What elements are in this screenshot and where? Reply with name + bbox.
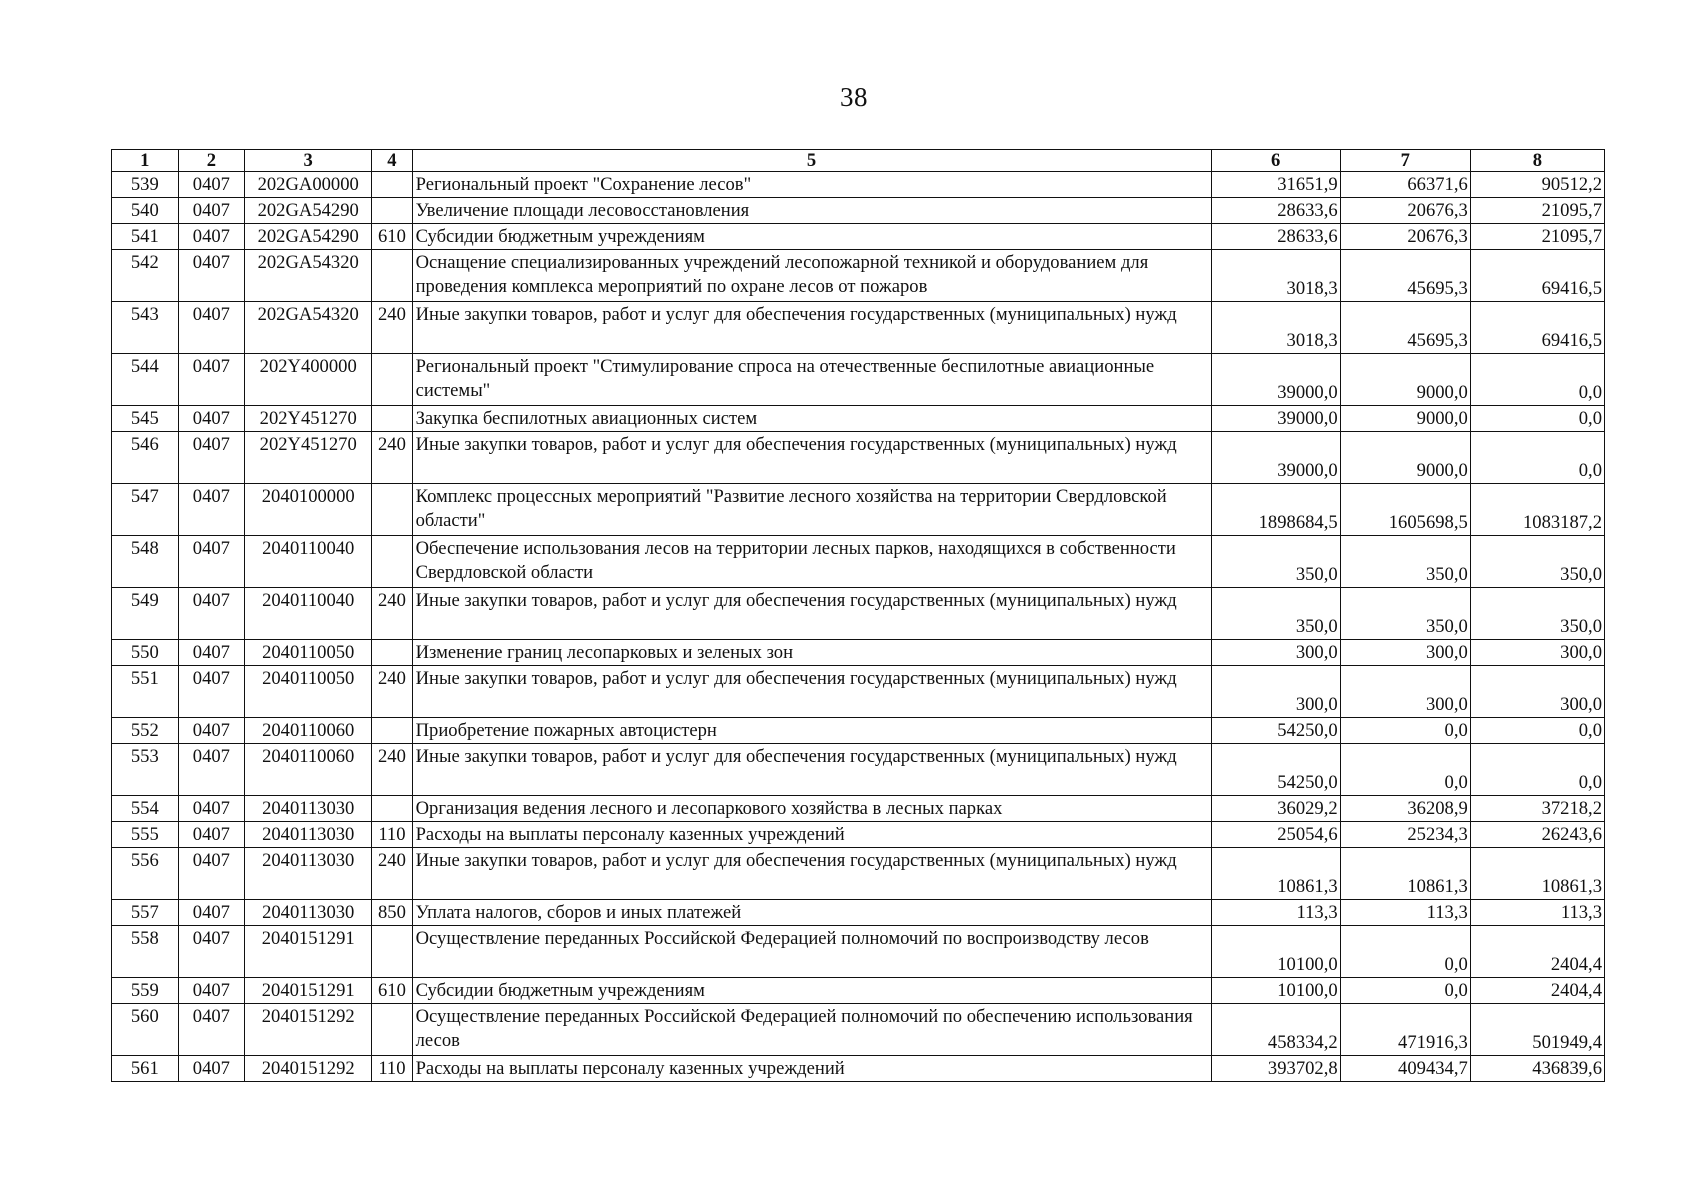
row-number-cell: 549 (112, 588, 179, 640)
target-code-cell: 2040110040 (245, 536, 372, 588)
table-row (112, 1004, 1605, 1056)
section-code-cell: 0407 (178, 848, 245, 900)
item-name-cell: Приобретение пожарных автоцистерн (412, 718, 1211, 744)
row-number-cell: 554 (112, 796, 179, 822)
table-row (112, 406, 1605, 432)
item-name-cell: Субсидии бюджетным учреждениям (412, 978, 1211, 1004)
item-name-cell: Увеличение площади лесовосстановления (412, 198, 1211, 224)
section-code-cell: 0407 (178, 302, 245, 354)
amount-col7-cell: 20676,3 (1340, 224, 1470, 250)
section-code-cell: 0407 (178, 406, 245, 432)
amount-col6-cell: 31651,9 (1211, 172, 1340, 198)
row-number-cell: 557 (112, 900, 179, 926)
amount-col8-cell: 0,0 (1470, 354, 1604, 406)
amount-col8-cell: 501949,4 (1470, 1004, 1604, 1056)
expense-type-cell (372, 250, 412, 302)
amount-col7-cell: 1605698,5 (1340, 484, 1470, 536)
expense-type-cell (372, 354, 412, 406)
section-code-cell: 0407 (178, 1056, 245, 1082)
amount-col6-cell: 36029,2 (1211, 796, 1340, 822)
amount-col6-cell: 54250,0 (1211, 744, 1340, 796)
table-row (112, 978, 1605, 1004)
amount-col8-cell: 69416,5 (1470, 250, 1604, 302)
amount-col6-cell: 300,0 (1211, 640, 1340, 666)
amount-col8-cell: 26243,6 (1470, 822, 1604, 848)
expense-type-cell (372, 640, 412, 666)
item-name-cell: Осуществление переданных Российской Федерацией полномочий по воспроизводству лесов (412, 926, 1211, 978)
amount-col8-cell: 0,0 (1470, 744, 1604, 796)
target-code-cell: 2040113030 (245, 848, 372, 900)
table-row (112, 744, 1605, 796)
section-code-cell: 0407 (178, 666, 245, 718)
item-name-cell: Иные закупки товаров, работ и услуг для обеспечения государственных (муниципальных) нужд (412, 588, 1211, 640)
amount-col6-cell: 300,0 (1211, 666, 1340, 718)
header-cell: 2 (178, 150, 245, 172)
section-code-cell: 0407 (178, 640, 245, 666)
row-number-cell: 560 (112, 1004, 179, 1056)
amount-col7-cell: 36208,9 (1340, 796, 1470, 822)
header-row (112, 150, 1605, 172)
section-code-cell: 0407 (178, 822, 245, 848)
amount-col8-cell: 350,0 (1470, 536, 1604, 588)
row-number-cell: 542 (112, 250, 179, 302)
amount-col7-cell: 0,0 (1340, 978, 1470, 1004)
amount-col7-cell: 66371,6 (1340, 172, 1470, 198)
target-code-cell: 202GA54320 (245, 250, 372, 302)
target-code-cell: 2040113030 (245, 822, 372, 848)
target-code-cell: 2040151291 (245, 926, 372, 978)
row-number-cell: 546 (112, 432, 179, 484)
section-code-cell: 0407 (178, 718, 245, 744)
table-body (112, 172, 1605, 1082)
row-number-cell: 544 (112, 354, 179, 406)
expense-type-cell (372, 198, 412, 224)
amount-col7-cell: 9000,0 (1340, 406, 1470, 432)
section-code-cell: 0407 (178, 744, 245, 796)
amount-col6-cell: 10861,3 (1211, 848, 1340, 900)
header-cell: 8 (1470, 150, 1604, 172)
target-code-cell: 202Y451270 (245, 432, 372, 484)
amount-col6-cell: 393702,8 (1211, 1056, 1340, 1082)
amount-col7-cell: 300,0 (1340, 666, 1470, 718)
amount-col6-cell: 54250,0 (1211, 718, 1340, 744)
section-code-cell: 0407 (178, 588, 245, 640)
amount-col7-cell: 45695,3 (1340, 250, 1470, 302)
target-code-cell: 2040110040 (245, 588, 372, 640)
amount-col6-cell: 39000,0 (1211, 354, 1340, 406)
amount-col6-cell: 25054,6 (1211, 822, 1340, 848)
expense-type-cell: 240 (372, 848, 412, 900)
table-row (112, 848, 1605, 900)
amount-col6-cell: 28633,6 (1211, 198, 1340, 224)
table-row (112, 432, 1605, 484)
amount-col6-cell: 113,3 (1211, 900, 1340, 926)
target-code-cell: 202Y451270 (245, 406, 372, 432)
item-name-cell: Иные закупки товаров, работ и услуг для обеспечения государственных (муниципальных) нужд (412, 744, 1211, 796)
row-number-cell: 539 (112, 172, 179, 198)
amount-col7-cell: 0,0 (1340, 744, 1470, 796)
section-code-cell: 0407 (178, 224, 245, 250)
expense-type-cell (372, 926, 412, 978)
amount-col7-cell: 0,0 (1340, 926, 1470, 978)
amount-col7-cell: 409434,7 (1340, 1056, 1470, 1082)
expense-type-cell (372, 796, 412, 822)
amount-col8-cell: 37218,2 (1470, 796, 1604, 822)
item-name-cell: Расходы на выплаты персоналу казенных учреждений (412, 1056, 1211, 1082)
expense-type-cell: 240 (372, 666, 412, 718)
table-row (112, 536, 1605, 588)
row-number-cell: 553 (112, 744, 179, 796)
section-code-cell: 0407 (178, 250, 245, 302)
expense-type-cell (372, 1004, 412, 1056)
expense-type-cell (372, 484, 412, 536)
amount-col7-cell: 113,3 (1340, 900, 1470, 926)
amount-col7-cell: 20676,3 (1340, 198, 1470, 224)
amount-col8-cell: 69416,5 (1470, 302, 1604, 354)
target-code-cell: 2040151292 (245, 1004, 372, 1056)
expense-type-cell: 240 (372, 432, 412, 484)
table-row (112, 354, 1605, 406)
amount-col6-cell: 10100,0 (1211, 978, 1340, 1004)
target-code-cell: 202GA00000 (245, 172, 372, 198)
header-cell: 6 (1211, 150, 1340, 172)
amount-col6-cell: 350,0 (1211, 536, 1340, 588)
expense-type-cell: 240 (372, 588, 412, 640)
amount-col7-cell: 45695,3 (1340, 302, 1470, 354)
target-code-cell: 2040110050 (245, 640, 372, 666)
target-code-cell: 2040110050 (245, 666, 372, 718)
amount-col6-cell: 350,0 (1211, 588, 1340, 640)
section-code-cell: 0407 (178, 900, 245, 926)
target-code-cell: 2040110060 (245, 744, 372, 796)
target-code-cell: 2040113030 (245, 900, 372, 926)
table-row (112, 172, 1605, 198)
item-name-cell: Комплекс процессных мероприятий "Развитие лесного хозяйства на территории Свердловской области" (412, 484, 1211, 536)
row-number-cell: 550 (112, 640, 179, 666)
table-row (112, 198, 1605, 224)
item-name-cell: Изменение границ лесопарковых и зеленых зон (412, 640, 1211, 666)
item-name-cell: Расходы на выплаты персоналу казенных учреждений (412, 822, 1211, 848)
item-name-cell: Уплата налогов, сборов и иных платежей (412, 900, 1211, 926)
table-row (112, 926, 1605, 978)
expense-type-cell: 240 (372, 302, 412, 354)
row-number-cell: 556 (112, 848, 179, 900)
row-number-cell: 561 (112, 1056, 179, 1082)
amount-col8-cell: 0,0 (1470, 406, 1604, 432)
amount-col7-cell: 9000,0 (1340, 432, 1470, 484)
expense-type-cell (372, 536, 412, 588)
section-code-cell: 0407 (178, 432, 245, 484)
header-cell: 3 (245, 150, 372, 172)
page-number: 38 (840, 82, 868, 112)
amount-col8-cell: 436839,6 (1470, 1056, 1604, 1082)
target-code-cell: 2040151291 (245, 978, 372, 1004)
item-name-cell: Субсидии бюджетным учреждениям (412, 224, 1211, 250)
amount-col8-cell: 90512,2 (1470, 172, 1604, 198)
amount-col6-cell: 3018,3 (1211, 250, 1340, 302)
row-number-cell: 541 (112, 224, 179, 250)
table-row (112, 484, 1605, 536)
amount-col6-cell: 10100,0 (1211, 926, 1340, 978)
amount-col8-cell: 21095,7 (1470, 198, 1604, 224)
section-code-cell: 0407 (178, 1004, 245, 1056)
amount-col8-cell: 1083187,2 (1470, 484, 1604, 536)
amount-col7-cell: 471916,3 (1340, 1004, 1470, 1056)
table-row (112, 1056, 1605, 1082)
table-row (112, 224, 1605, 250)
expense-type-cell: 610 (372, 978, 412, 1004)
budget-table (111, 149, 1605, 1082)
section-code-cell: 0407 (178, 536, 245, 588)
row-number-cell: 543 (112, 302, 179, 354)
item-name-cell: Региональный проект "Стимулирование спроса на отечественные беспилотные авиационные системы" (412, 354, 1211, 406)
amount-col7-cell: 25234,3 (1340, 822, 1470, 848)
amount-col8-cell: 0,0 (1470, 718, 1604, 744)
amount-col8-cell: 21095,7 (1470, 224, 1604, 250)
table-row (112, 796, 1605, 822)
item-name-cell: Региональный проект "Сохранение лесов" (412, 172, 1211, 198)
amount-col7-cell: 10861,3 (1340, 848, 1470, 900)
item-name-cell: Организация ведения лесного и лесопаркового хозяйства в лесных парках (412, 796, 1211, 822)
amount-col8-cell: 0,0 (1470, 432, 1604, 484)
expense-type-cell (372, 718, 412, 744)
item-name-cell: Закупка беспилотных авиационных систем (412, 406, 1211, 432)
row-number-cell: 555 (112, 822, 179, 848)
expense-type-cell (372, 172, 412, 198)
item-name-cell: Иные закупки товаров, работ и услуг для обеспечения государственных (муниципальных) нужд (412, 848, 1211, 900)
row-number-cell: 552 (112, 718, 179, 744)
table-row (112, 822, 1605, 848)
header-cell: 4 (372, 150, 412, 172)
expense-type-cell: 850 (372, 900, 412, 926)
target-code-cell: 202Y400000 (245, 354, 372, 406)
amount-col6-cell: 39000,0 (1211, 432, 1340, 484)
amount-col8-cell: 113,3 (1470, 900, 1604, 926)
amount-col7-cell: 350,0 (1340, 588, 1470, 640)
amount-col7-cell: 0,0 (1340, 718, 1470, 744)
section-code-cell: 0407 (178, 978, 245, 1004)
target-code-cell: 2040100000 (245, 484, 372, 536)
expense-type-cell: 610 (372, 224, 412, 250)
amount-col8-cell: 350,0 (1470, 588, 1604, 640)
amount-col6-cell: 458334,2 (1211, 1004, 1340, 1056)
header-cell: 5 (412, 150, 1211, 172)
row-number-cell: 548 (112, 536, 179, 588)
item-name-cell: Осуществление переданных Российской Федерацией полномочий по обеспечению использования лесов (412, 1004, 1211, 1056)
amount-col8-cell: 300,0 (1470, 666, 1604, 718)
section-code-cell: 0407 (178, 926, 245, 978)
table-row (112, 718, 1605, 744)
target-code-cell: 2040151292 (245, 1056, 372, 1082)
expense-type-cell: 110 (372, 1056, 412, 1082)
section-code-cell: 0407 (178, 796, 245, 822)
section-code-cell: 0407 (178, 484, 245, 536)
target-code-cell: 2040113030 (245, 796, 372, 822)
target-code-cell: 202GA54320 (245, 302, 372, 354)
amount-col8-cell: 10861,3 (1470, 848, 1604, 900)
row-number-cell: 545 (112, 406, 179, 432)
expense-type-cell: 110 (372, 822, 412, 848)
amount-col7-cell: 350,0 (1340, 536, 1470, 588)
amount-col8-cell: 2404,4 (1470, 978, 1604, 1004)
table-row (112, 302, 1605, 354)
row-number-cell: 540 (112, 198, 179, 224)
row-number-cell: 551 (112, 666, 179, 718)
table-row (112, 588, 1605, 640)
table-row (112, 250, 1605, 302)
section-code-cell: 0407 (178, 172, 245, 198)
expense-type-cell (372, 406, 412, 432)
amount-col6-cell: 1898684,5 (1211, 484, 1340, 536)
header-cell: 7 (1340, 150, 1470, 172)
table-row (112, 666, 1605, 718)
header-cell: 1 (112, 150, 179, 172)
amount-col7-cell: 9000,0 (1340, 354, 1470, 406)
target-code-cell: 2040110060 (245, 718, 372, 744)
row-number-cell: 558 (112, 926, 179, 978)
section-code-cell: 0407 (178, 198, 245, 224)
item-name-cell: Оснащение специализированных учреждений лесопожарной техникой и оборудованием для проведения комплекса мероприятий по охране лесов от пожаров (412, 250, 1211, 302)
item-name-cell: Обеспечение использования лесов на территории лесных парков, находящихся в собственности Свердловской области (412, 536, 1211, 588)
section-code-cell: 0407 (178, 354, 245, 406)
amount-col8-cell: 2404,4 (1470, 926, 1604, 978)
table-row (112, 640, 1605, 666)
item-name-cell: Иные закупки товаров, работ и услуг для обеспечения государственных (муниципальных) нужд (412, 302, 1211, 354)
amount-col6-cell: 3018,3 (1211, 302, 1340, 354)
row-number-cell: 547 (112, 484, 179, 536)
amount-col8-cell: 300,0 (1470, 640, 1604, 666)
row-number-cell: 559 (112, 978, 179, 1004)
table-row (112, 900, 1605, 926)
amount-col6-cell: 28633,6 (1211, 224, 1340, 250)
target-code-cell: 202GA54290 (245, 198, 372, 224)
amount-col7-cell: 300,0 (1340, 640, 1470, 666)
item-name-cell: Иные закупки товаров, работ и услуг для обеспечения государственных (муниципальных) нужд (412, 666, 1211, 718)
target-code-cell: 202GA54290 (245, 224, 372, 250)
item-name-cell: Иные закупки товаров, работ и услуг для обеспечения государственных (муниципальных) нужд (412, 432, 1211, 484)
expense-type-cell: 240 (372, 744, 412, 796)
amount-col6-cell: 39000,0 (1211, 406, 1340, 432)
